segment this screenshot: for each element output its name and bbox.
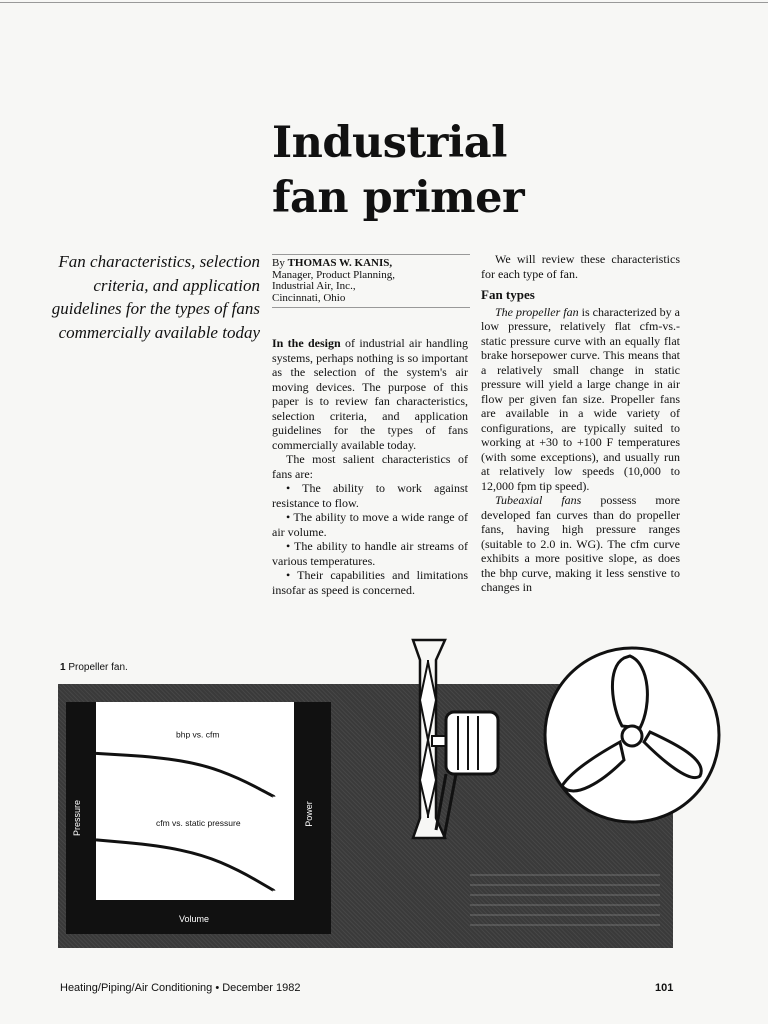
bullet-item: • The ability to move a wide range of air volume. xyxy=(272,510,468,539)
series-label-1: bhp vs. cfm xyxy=(176,729,220,740)
propeller-paragraph xyxy=(481,305,680,494)
halftone-smudge xyxy=(470,866,660,926)
title-line-2: fan primer xyxy=(272,173,525,223)
body-column-2 xyxy=(481,252,680,595)
figure-caption xyxy=(60,662,128,673)
author-title: Manager, Product Planning, xyxy=(272,268,395,281)
characteristics-paragraph: The most salient characteristics of fans are: xyxy=(272,452,468,481)
figure-number: 1 xyxy=(60,662,66,673)
series-label-2: cfm vs. static pressure xyxy=(156,817,241,828)
y-axis-label-left: Pressure xyxy=(72,799,82,837)
byline-rule-top xyxy=(272,254,470,255)
propeller-term: The propeller fan xyxy=(495,304,579,319)
byline xyxy=(272,258,472,304)
review-paragraph: We will review these characteristics for each type of fan. xyxy=(481,252,680,281)
intro-paragraph xyxy=(272,336,468,452)
byline-prefix: By xyxy=(272,257,288,269)
title-line-1: Industrial xyxy=(272,118,507,168)
lead-in: In the design xyxy=(272,336,341,350)
page-number: 101 xyxy=(655,982,674,994)
intro-text: of industrial air handling systems, perhaps nothing is so important as the selection of the system's air moving devices. The purpose of this paper is to review fan characteristics, selection criteria, and application guidelines for the types of fans commercially available today. xyxy=(272,336,468,452)
section-heading: Fan types xyxy=(481,287,535,302)
tubeaxial-paragraph xyxy=(481,493,680,595)
figure-caption-text: Propeller fan. xyxy=(65,662,128,673)
top-rule xyxy=(0,2,768,3)
propeller-text: is characterized by a low pressure, relatively flat cfm-vs.-static pressure curve with an equally flat brake horsepower curve. This means that a relatively small change in static pressure will yield a large change in air flow per given fan size. Propeller fans are available in a wide variety of configurations, are typically suited to working at +30 to +100 F temperatures (with some exceptions), and usually run at relatively low speeds (10,000 to 12,000 fpm tip speed). xyxy=(481,304,680,493)
bullet-item: • Their capabilities and limitations insofar as speed is concerned. xyxy=(272,568,468,597)
bullet-item: • The ability to handle air streams of various temperatures. xyxy=(272,539,468,568)
chart-svg xyxy=(66,702,331,934)
tubeaxial-text: possess more developed fan curves than do propeller fans, having high pressure ranges (suitable to 2.0 in. WG). The cfm curve exhibits a more positive slope, as does the bhp curve, making it less senstive to changes in xyxy=(481,493,680,594)
body-column-1 xyxy=(272,336,468,597)
byline-rule-bottom xyxy=(272,307,470,308)
bullet-item: • The ability to work against resistance to flow. xyxy=(272,481,468,510)
author-company: Industrial Air, Inc., xyxy=(272,280,356,292)
article-title xyxy=(272,116,592,226)
article-deck: Fan characteristics, selection criteria, and application guidelines for the types of fans commercially available today xyxy=(51,252,260,342)
tubeaxial-term: Tubeaxial fans xyxy=(495,493,582,507)
y-axis-label-right: Power xyxy=(304,801,314,827)
journal-footer: Heating/Piping/Air Conditioning • December 1982 xyxy=(60,982,301,994)
author-location: Cincinnati, Ohio xyxy=(272,291,346,304)
author-name: THOMAS W. KANIS, xyxy=(287,257,393,269)
fan-curve-chart xyxy=(66,702,331,934)
x-axis-label: Volume xyxy=(178,914,210,924)
